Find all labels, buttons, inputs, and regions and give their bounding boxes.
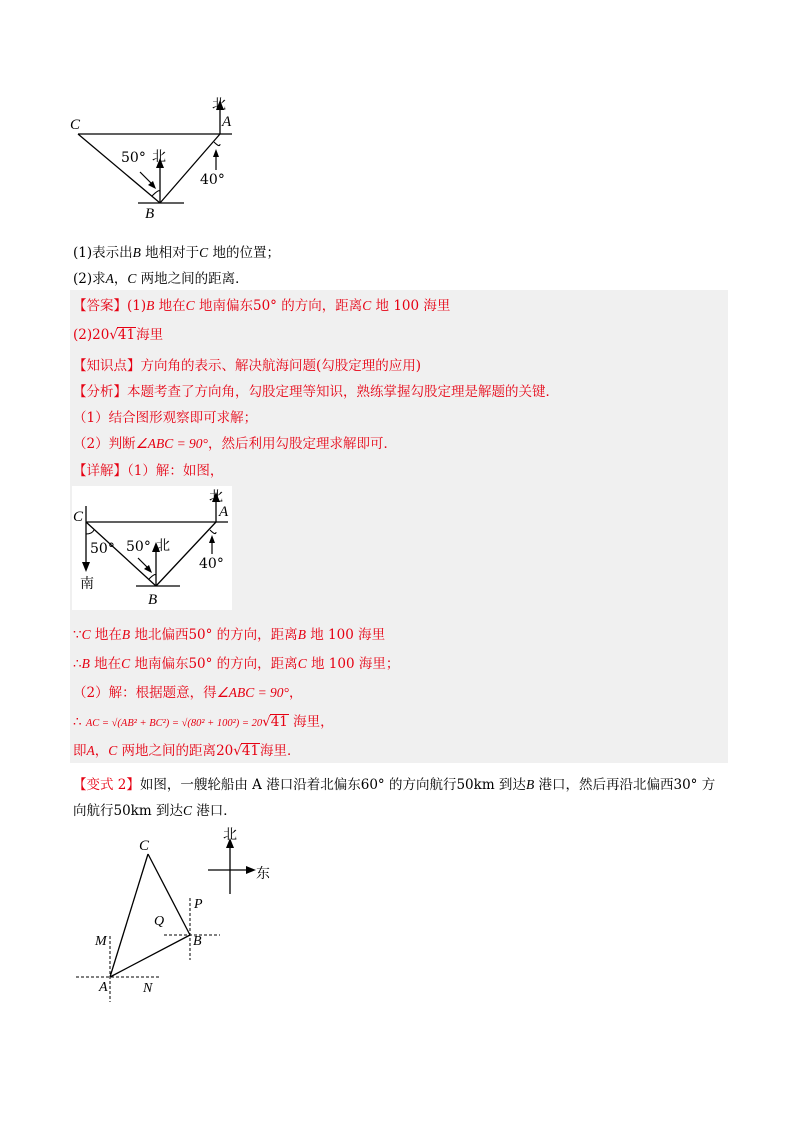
fig2-label-c: C [73,509,84,525]
question-2: (2)求A，C 两地之间的距离． [73,271,249,287]
solution-line-1: ∵C 地在B 地北偏西50° 的方向，距离B 地 100 海里 [73,627,386,643]
question-1: (1)表示出B 地相对于C 地的位置； [73,245,280,261]
fig3-label-c: C [139,838,150,854]
solution-line-4: ∴ AC = √(AB² + BC²) = √(80² + 100²) = 20√41 海里， [73,714,334,730]
variant-label: 【变式 2】 [73,777,140,793]
fig2-angle-50-mid: 50° [126,539,151,555]
knowledge-label: 【知识点】 [73,358,141,374]
fig2-north-top: 北 [209,489,223,505]
solution-line-5: 即A，C 两地之间的距离20√41海里． [73,743,301,759]
variant-line-1: 【变式 2】如图，一艘轮船由 A 港口沿着北偏东60° 的方向航行50km 到达B 港口，然后再沿北偏西30° 方 [73,777,716,793]
solution-line-3: （2）解：根据题意，得∠ABC = 90°， [73,685,303,701]
analysis-line: 【分析】本题考查了方向角，勾股定理等知识，熟练掌握勾股定理是解题的关键． [73,384,559,400]
fig1-angle-40: 40° [200,172,225,188]
knowledge-line: 【知识点】方向角的表示、解决航海问题(勾股定理的应用) [73,358,422,374]
fig2-south: 南 [80,576,94,592]
variant-line-2: 向航行50km 到达C 港口． [73,803,237,819]
analysis-label: 【分析】 [73,384,127,400]
fig2-angle-50-left: 50° [90,541,115,557]
fig3-label-q: Q [154,914,165,929]
answer-line-1: 【答案】(1)B 地在C 地南偏东50° 的方向，距离C 地 100 海里 [73,298,451,314]
fig3-label-m: M [95,934,107,949]
solution-line-2: ∴B 地在C 地南偏东50° 的方向，距离C 地 100 海里； [73,656,400,672]
detail-label: 【详解】 [73,463,127,479]
fig3-label-a: A [99,980,108,995]
fig3-label-n: N [143,981,153,996]
answer-line-2: (2)20√41海里 [73,327,164,343]
analysis-step-1: （1）结合图形观察即可求解； [73,410,258,426]
figure-3-diagram [70,826,280,1006]
fig1-north-top: 北 [212,97,226,113]
fig1-label-a: A [222,114,232,130]
fig3-label-b: B [193,934,202,949]
fig1-label-c: C [70,117,81,133]
fig2-angle-40: 40° [199,556,224,572]
fig1-label-b: B [145,206,155,222]
fig3-north: 北 [223,827,237,843]
fig2-label-a: A [219,504,229,520]
fig1-angle-50: 50° [121,150,146,166]
analysis-step-2: （2）判断∠ABC = 90°，然后利用勾股定理求解即可． [73,436,397,452]
fig3-east: 东 [256,866,270,882]
fig2-label-b: B [148,592,158,608]
detail-line: 【详解】（1）解：如图， [73,463,224,479]
answer-label: 【答案】 [73,298,127,314]
fig1-north-mid: 北 [152,149,166,165]
fig2-north-mid: 北 [156,538,170,554]
fig3-label-p: P [194,897,203,912]
